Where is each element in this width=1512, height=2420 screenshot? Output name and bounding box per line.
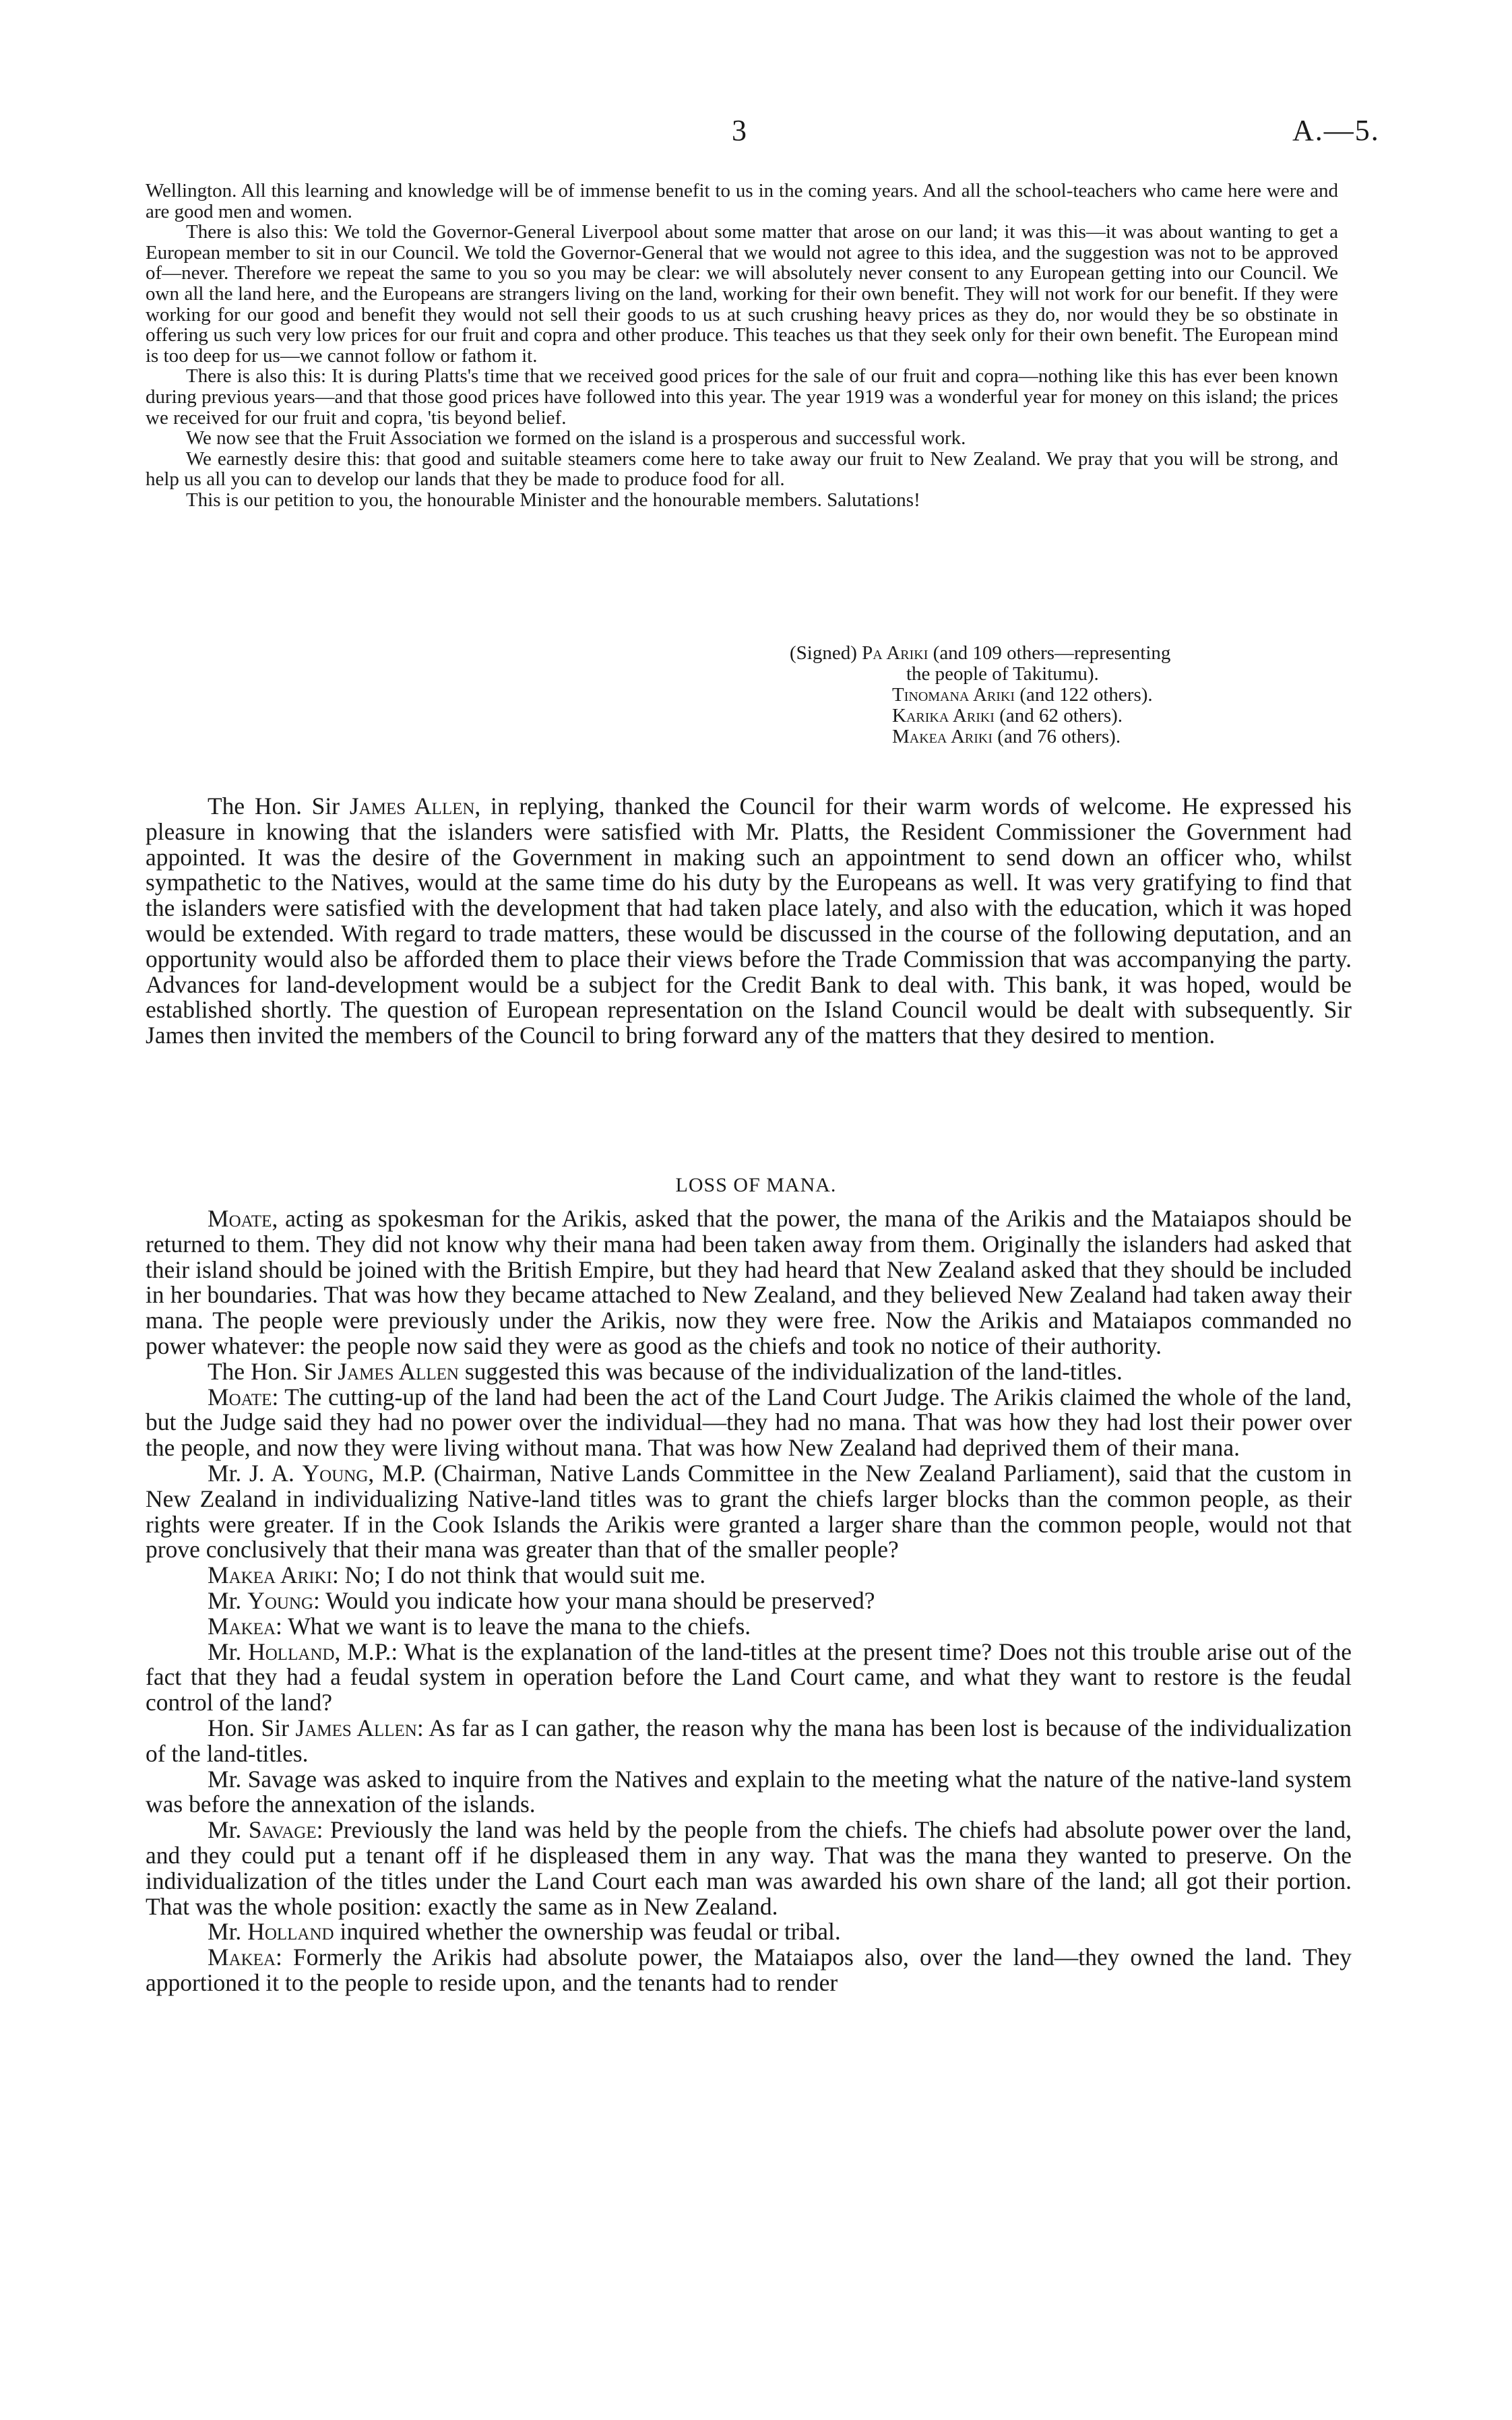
speaker-name: Holland (247, 1918, 334, 1946)
petition-paragraph: Wellington. All this learning and knowledge will be of immense benefit to us in the coming years. And all the school-teachers who came here were and are good men and women. (146, 180, 1338, 222)
dialogue-body: : Would you indicate how your mana should be preserved? (313, 1586, 875, 1614)
petition-paragraph: We earnestly desire this: that good and suitable steamers come here to take away our fruit to New Zealand. We pray that you will be strong, and help us all you can to develop our lands that they be made to produce food for all. (146, 447, 1338, 491)
dialogue-body: : Previously the land was held by the people from the chiefs. The chiefs had absolute power over the land, and they could put a tenant off if he displeased them in any way. That was the mana they wanted to preserve. On the individualization of the titles under the Land Court each man was awarded his own share of the land; all got their portion. That was the whole position: exactly the same as in New Zealand. (146, 1816, 1352, 1920)
dialogue-body: , acting as spokesman for the Arikis, asked that the power, the mana of the Arikis and the Mataiapos should be returned to them. They did not know why their mana had been taken away from them. Originally the islanders had asked that their island should be joined with the British Empire, but they had heard that New Zealand asked that they should be included in her boundaries. That was how they became attached to New Zealand, and they believed New Zealand had taken away their mana. The people were previously under the Arikis, now they were free. Now the Arikis and Mataiapos commanded no power whatever: the people now said they were as good as the chiefs and took no notice of their authority. (146, 1205, 1352, 1359)
speaker-name: James Allen (295, 1714, 417, 1741)
dialogue-paragraph (146, 1919, 1352, 1945)
signature-block (790, 643, 1342, 747)
dialogue-paragraph (146, 1359, 1352, 1385)
signatory-name: Makea Ariki (892, 726, 993, 747)
reply-text (146, 794, 1352, 1049)
speaker-name: Makea (208, 1944, 276, 1971)
signed-label: (Signed) (790, 642, 857, 664)
dialogue-paragraph (146, 1461, 1352, 1563)
reply-body: , in replying, thanked the Council for their warm words of welcome. He expressed his pleasure in knowing that the islanders were satisfied with Mr. Platts, the Resident Commissioner the Government had appointed. It was the desire of the Government in making such an appointment to send down an officer who, whilst sympathetic to the Natives, would at the same time do his duty by the Europeans as well. It was very gratifying to find that the islanders were satisfied with the development that had taken place lately, and also with the education, which it was hoped would be extended. With regard to trade matters, these would be discussed in the course of the following deputation, and an opportunity would also be afforded them to place their views before the Trade Commission that was accompanying the party. Advances for land-development would be a subject for the Credit Bank to deal with. This bank, it was hoped, would be established shortly. The question of European representation on the Island Council would be dealt with subsequently. Sir James then invited the members of the Council to bring forward any of the matters that they desired to mention. (146, 793, 1352, 1049)
dialogue-paragraph (146, 1563, 1352, 1588)
signature-continuation: the people of Takitumu). (906, 663, 1099, 685)
signatory-name: Karika Ariki (892, 705, 995, 726)
petition-paragraph: We now see that the Fruit Association we formed on the island is a prosperous and successful work. (186, 427, 966, 449)
signature-line (790, 706, 1342, 726)
dialogue-paragraph (146, 1640, 1352, 1716)
dialogue-body: : No; I do not think that would suit me. (332, 1561, 706, 1589)
dialogue-paragraph (146, 1206, 1352, 1359)
dialogue-body: suggested this was because of the individualization of the land-titles. (458, 1357, 1123, 1385)
speaker-name: Young (302, 1459, 369, 1487)
dialogue-lead: Mr. (208, 1586, 248, 1614)
signatory-detail: (and 62 others). (994, 705, 1123, 726)
dialogue-paragraph (146, 1588, 1352, 1614)
dialogue-paragraph (146, 1716, 1352, 1767)
reply-paragraph (146, 794, 1352, 1049)
signatory-detail: (and 76 others). (993, 726, 1121, 747)
speaker-name: Moate (208, 1205, 272, 1232)
dialogue-paragraph (146, 1614, 1352, 1640)
signature-line (790, 685, 1342, 706)
dialogue-body: , M.P. (Chairman, Native Lands Committee in the New Zealand Parliament), said that the custom in New Zealand in individualizing Native-land titles was to grant the chiefs larger blocks than the common people, as their rights were greater. If in the Cook Islands the Arikis were granted a larger share than the common people, would not that prove conclusively that their mana was greater than that of the smaller people? (146, 1459, 1352, 1563)
dialogue-lead: Mr. (208, 1638, 249, 1665)
dialogue-lead: Mr. (208, 1816, 249, 1844)
dialogue-body: : The cutting-up of the land had been the act of the Land Court Judge. The Arikis claimed the whole of the land, but the Judge said they had no power over the individual—they had no mana. That was how they had lost their power over the people, and now they were living without mana. That was how New Zealand had deprived them of their mana. (146, 1383, 1352, 1462)
speaker-name: Makea Ariki (208, 1561, 332, 1589)
dialogue-body: : Formerly the Arikis had absolute power, the Mataiapos also, over the land—they owned the land. They apportioned it to the people to reside upon, and the tenants had to render (146, 1944, 1352, 1996)
dialogue-text (146, 1206, 1352, 1996)
speaker-name: Young (247, 1586, 314, 1614)
dialogue-lead: Mr. J. A. (208, 1459, 303, 1487)
page-number: 3 (732, 114, 747, 147)
speaker-name: Holland (248, 1638, 335, 1665)
reply-lead: The Hon. Sir (208, 793, 350, 819)
speaker-name: Savage (248, 1816, 317, 1844)
dialogue-paragraph (146, 1385, 1352, 1461)
dialogue-lead: The Hon. Sir (208, 1357, 338, 1385)
petition-text (146, 181, 1338, 511)
dialogue-paragraph: Mr. Savage was asked to inquire from the Natives and explain to the meeting what the nature of the native-land system was before the annexation of the islands. (146, 1765, 1352, 1818)
dialogue-paragraph (146, 1945, 1352, 1996)
speaker-name: Makea (208, 1612, 276, 1640)
petition-paragraph: This is our petition to you, the honourable Minister and the honourable members. Salutations! (186, 489, 920, 511)
dialogue-paragraph (146, 1818, 1352, 1919)
section-heading: LOSS OF MANA. (675, 1174, 837, 1196)
signatory-name: Pa Ariki (862, 642, 928, 664)
dialogue-lead: Hon. Sir (208, 1714, 296, 1741)
page-header (0, 113, 1512, 154)
signatory-detail: (and 122 others). (1015, 684, 1153, 706)
speaker-name: James Allen (338, 1357, 459, 1385)
dialogue-body: : As far as I can gather, the reason why the mana has been lost is because of the individualization of the land-titles. (146, 1714, 1352, 1767)
dialogue-body: , M.P.: What is the explanation of the land-titles at the present time? Does not this trouble arise out of the fact that they had a feudal system in operation before the Land Court came, and what they want to restore is the feudal control of the land? (146, 1638, 1352, 1716)
dialogue-body: inquired whether the ownership was feudal or tribal. (334, 1918, 841, 1946)
signature-line (790, 643, 1342, 664)
speaker-name: James Allen (349, 793, 475, 819)
dialogue-lead: Mr. (208, 1918, 248, 1946)
signature-line (790, 726, 1342, 747)
signatory-name: Tinomana Ariki (892, 684, 1015, 706)
dialogue-body: : What we want is to leave the mana to the chiefs. (276, 1612, 751, 1640)
petition-paragraph: There is also this: We told the Governor-General Liverpool about some matter that arose on our land; it was this—it was about wanting to get a European member to sit in our Council. We told the Governor-General that we would not agree to this idea, and the suggestion was not to be approved of—never. Therefore we repeat the same to you so you may be clear: we will absolutely never consent to any European getting into our Council. We own all the land here, and the Europeans are strangers living on the land, working for their own benefit. They will not work for our benefit. If they were working for our good and benefit they would not sell their goods to us at such crushing heavy prices as they do, nor would they be so obstinate in offering us such very low prices for our fruit and copra and other produce. This teaches us that they seek only for their own benefit. The European mind is too deep for us—we cannot follow or fathom it. (146, 221, 1338, 367)
petition-paragraph: There is also this: It is during Platts's time that we received good prices for the sale of our fruit and copra—nothing like this has ever been known during previous years—and that those good prices have followed into this year. The year 1919 was a wonderful year for money on this island; the prices we received for our fruit and copra, 'tis beyond belief. (146, 365, 1338, 429)
document-reference: A.—5. (1292, 114, 1380, 147)
signatory-detail: (and 109 others—representing (928, 642, 1171, 664)
speaker-name: Moate (208, 1383, 272, 1410)
